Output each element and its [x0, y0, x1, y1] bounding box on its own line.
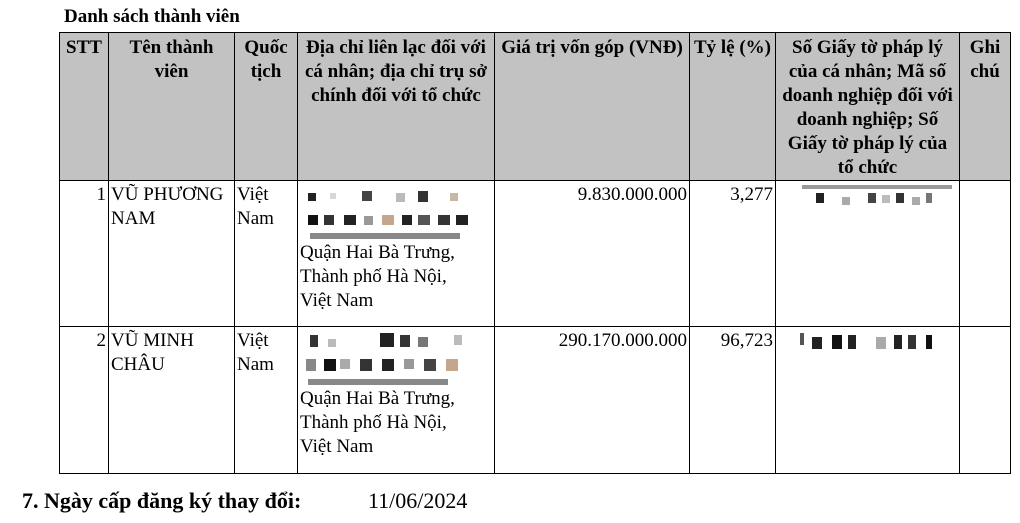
row-legal-id: [776, 181, 960, 327]
row-stt: 1: [60, 181, 109, 327]
members-table: [59, 32, 1011, 474]
row-address-line: Việt Nam: [300, 290, 374, 311]
row-stt: 2: [60, 327, 109, 474]
row-capital: 9.830.000.000: [495, 181, 690, 327]
row-ratio: 96,723: [690, 327, 776, 474]
header-member-name: Tên thành viên: [109, 33, 235, 181]
row-address-line: Quận Hai Bà Trưng,: [300, 242, 455, 263]
row-address: [298, 181, 495, 327]
row-member-name: VŨ MINH CHÂU: [109, 327, 235, 474]
row-address-line: Quận Hai Bà Trưng,: [300, 388, 455, 409]
redacted-legal-id: [778, 329, 957, 355]
header-note: Ghi chú: [960, 33, 1011, 181]
row-note: [960, 327, 1011, 474]
section-title: Danh sách thành viên: [64, 6, 240, 27]
row-address-line: Thành phố Hà Nội,: [300, 266, 447, 287]
header-capital: Giá trị vốn góp (VNĐ): [495, 33, 690, 181]
row-member-name: VŨ PHƯƠNG NAM: [109, 181, 235, 327]
table-row: [60, 327, 1011, 474]
row-address-line: Việt Nam: [300, 436, 374, 457]
row-capital: 290.170.000.000: [495, 327, 690, 474]
row-ratio: 3,277: [690, 181, 776, 327]
row-address: [298, 327, 495, 474]
header-stt: STT: [60, 33, 109, 181]
change-date-value: 11/06/2024: [368, 488, 468, 513]
header-address: Địa chỉ liên lạc đối với cá nhân; địa chỉ trụ sở chính đối với tổ chức: [298, 33, 495, 181]
redacted-legal-id: [778, 183, 957, 209]
change-date-label: 7. Ngày cấp đăng ký thay đổi:: [22, 488, 302, 513]
row-nationality: Việt Nam: [235, 327, 298, 474]
row-nationality: Việt Nam: [235, 181, 298, 327]
redacted-address: [300, 329, 492, 387]
row-address-line: Thành phố Hà Nội,: [300, 412, 447, 433]
table-header-row: [60, 33, 1011, 181]
table-row: [60, 181, 1011, 327]
header-nationality: Quốc tịch: [235, 33, 298, 181]
redacted-address: [300, 183, 492, 241]
row-legal-id: [776, 327, 960, 474]
row-note: [960, 181, 1011, 327]
header-ratio: Tỷ lệ (%): [690, 33, 776, 181]
header-legal-id: Số Giấy tờ pháp lý của cá nhân; Mã số doanh nghiệp đối với doanh nghiệp; Số Giấy tờ pháp lý của tổ chức: [776, 33, 960, 181]
